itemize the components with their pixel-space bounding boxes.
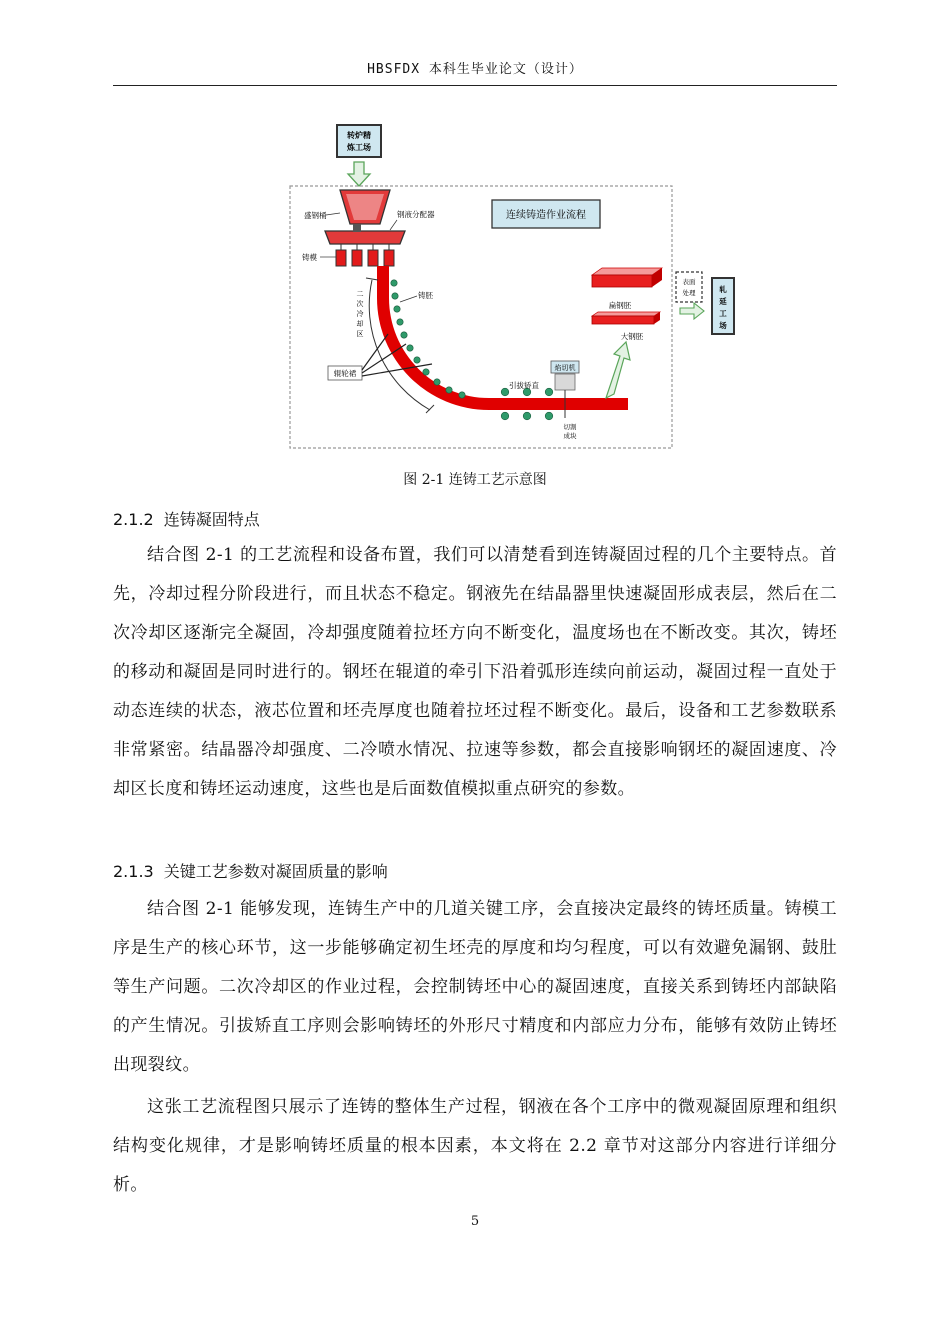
section-heading-2-1-3 bbox=[113, 859, 388, 882]
bloom-shape bbox=[592, 312, 660, 316]
straightener-label: 引拔矫直 bbox=[509, 381, 539, 390]
cut-label-1: 切割 bbox=[563, 423, 577, 431]
mold-3 bbox=[368, 250, 378, 266]
cooling-label-3: 冷 bbox=[356, 310, 364, 318]
surface-label-1: 表面 bbox=[682, 278, 696, 286]
product-arrow bbox=[606, 342, 630, 398]
rolling-label-2: 延 bbox=[719, 297, 727, 306]
figure-caption: 图 2-1 连铸工艺示意图 bbox=[403, 472, 547, 488]
continuous-casting-diagram bbox=[280, 118, 750, 458]
page-number: 5 bbox=[470, 1214, 480, 1229]
rolling-label-4: 场 bbox=[719, 321, 727, 330]
furnace-label-2: 炼工场 bbox=[347, 143, 371, 152]
paragraph-2: 结合图 2-1 能够发现，连铸生产中的几道关键工序，会直接决定最终的铸坯质量。铸模工序是生产的核心环节，这一步能够确定初生坯壳的厚度和均匀程度，可以有效避免漏钢、鼓肚等生产问题。二次冷却区的作业过程，会控制铸坯中心的凝固速度，直接关系到铸坯内部缺陷的产生情况。引拔矫直工序则会影响铸坯的外形尺寸精度和内部应力分布，能够有效防止铸坯出现裂纹。 bbox=[113, 899, 837, 1075]
billet-strand bbox=[377, 266, 628, 410]
furnace-arrow bbox=[348, 162, 370, 186]
tundish-label: 钢液分配器 bbox=[397, 210, 435, 219]
header-rule bbox=[113, 85, 837, 86]
torch-machine bbox=[555, 374, 575, 390]
rolling-arrow bbox=[680, 303, 704, 319]
slab-label: 扁钢胚 bbox=[608, 301, 632, 310]
mold-label: 铸模 bbox=[302, 253, 317, 262]
paragraph-3: 这张工艺流程图只展示了连铸的整体生产过程，钢液在各个工序中的微观凝固原理和组织结构变化规律，才是影响铸坯质量的根本因素，本文将在 2.2 章节对这部分内容进行详细分析。 bbox=[113, 1097, 837, 1195]
surface-label-2: 处理 bbox=[682, 289, 696, 297]
roller-label: 辊轮裙 bbox=[333, 369, 357, 378]
mold-4 bbox=[384, 250, 394, 266]
section-heading-2-1-2 bbox=[113, 507, 260, 530]
cooling-label-5: 区 bbox=[356, 330, 364, 338]
bloom-label: 大钢胚 bbox=[620, 332, 644, 341]
ladle-label: 盛钢桶 bbox=[304, 211, 327, 220]
slab-shape bbox=[592, 268, 662, 275]
rolling-label-1: 轧 bbox=[719, 285, 727, 294]
tundish-shape bbox=[325, 231, 405, 244]
mold-2 bbox=[352, 250, 362, 266]
cut-label-2: 成块 bbox=[563, 432, 577, 440]
cooling-label-2: 次 bbox=[356, 300, 364, 308]
furnace-label-1: 转炉精 bbox=[347, 131, 371, 140]
section-title: 连铸凝固特点 bbox=[163, 510, 260, 529]
cooling-label-1: 二 bbox=[356, 290, 364, 298]
paragraph-1: 结合图 2-1 的工艺流程和设备布置，我们可以清楚看到连铸凝固过程的几个主要特点。首先，冷却过程分阶段进行，而且状态不稳定。钢液先在结晶器里快速凝固形成表层，然后在二次冷却区逐渐完全凝固，冷却强度随着拉坯方向不断变化，温度场也在不断改变。其次，铸坯的移动和凝固是同时进行的。钢坯在辊道的牵引下沿着弧形连续向前运动，凝固过程一直处于动态连续的状态，液芯位置和坯壳厚度也随着拉坯过程不断变化。最后，设备和工艺参数联系非常紧密。结晶器冷却强度、二冷喷水情况、拉速等参数，都会直接影响钢坯的凝固速度、冷却区长度和铸坯运动速度，这些也是后面数值模拟重点研究的参数。 bbox=[113, 545, 837, 799]
cooling-label-4: 却 bbox=[356, 320, 364, 328]
section-number: 2.1.2 bbox=[113, 510, 154, 529]
diagram-title: 连续铸造作业流程 bbox=[506, 210, 586, 221]
section-title: 关键工艺参数对凝固质量的影响 bbox=[163, 862, 388, 881]
billet-label: 铸胚 bbox=[418, 291, 433, 300]
torch-label: 焰切机 bbox=[554, 364, 576, 372]
rolling-label-3: 工 bbox=[719, 309, 727, 318]
furnace-box bbox=[337, 125, 381, 157]
surface-box bbox=[676, 272, 702, 302]
mold-1 bbox=[336, 250, 346, 266]
running-header: HBSFDX 本科生毕业论文（设计） bbox=[367, 62, 583, 77]
section-number: 2.1.3 bbox=[113, 862, 154, 881]
